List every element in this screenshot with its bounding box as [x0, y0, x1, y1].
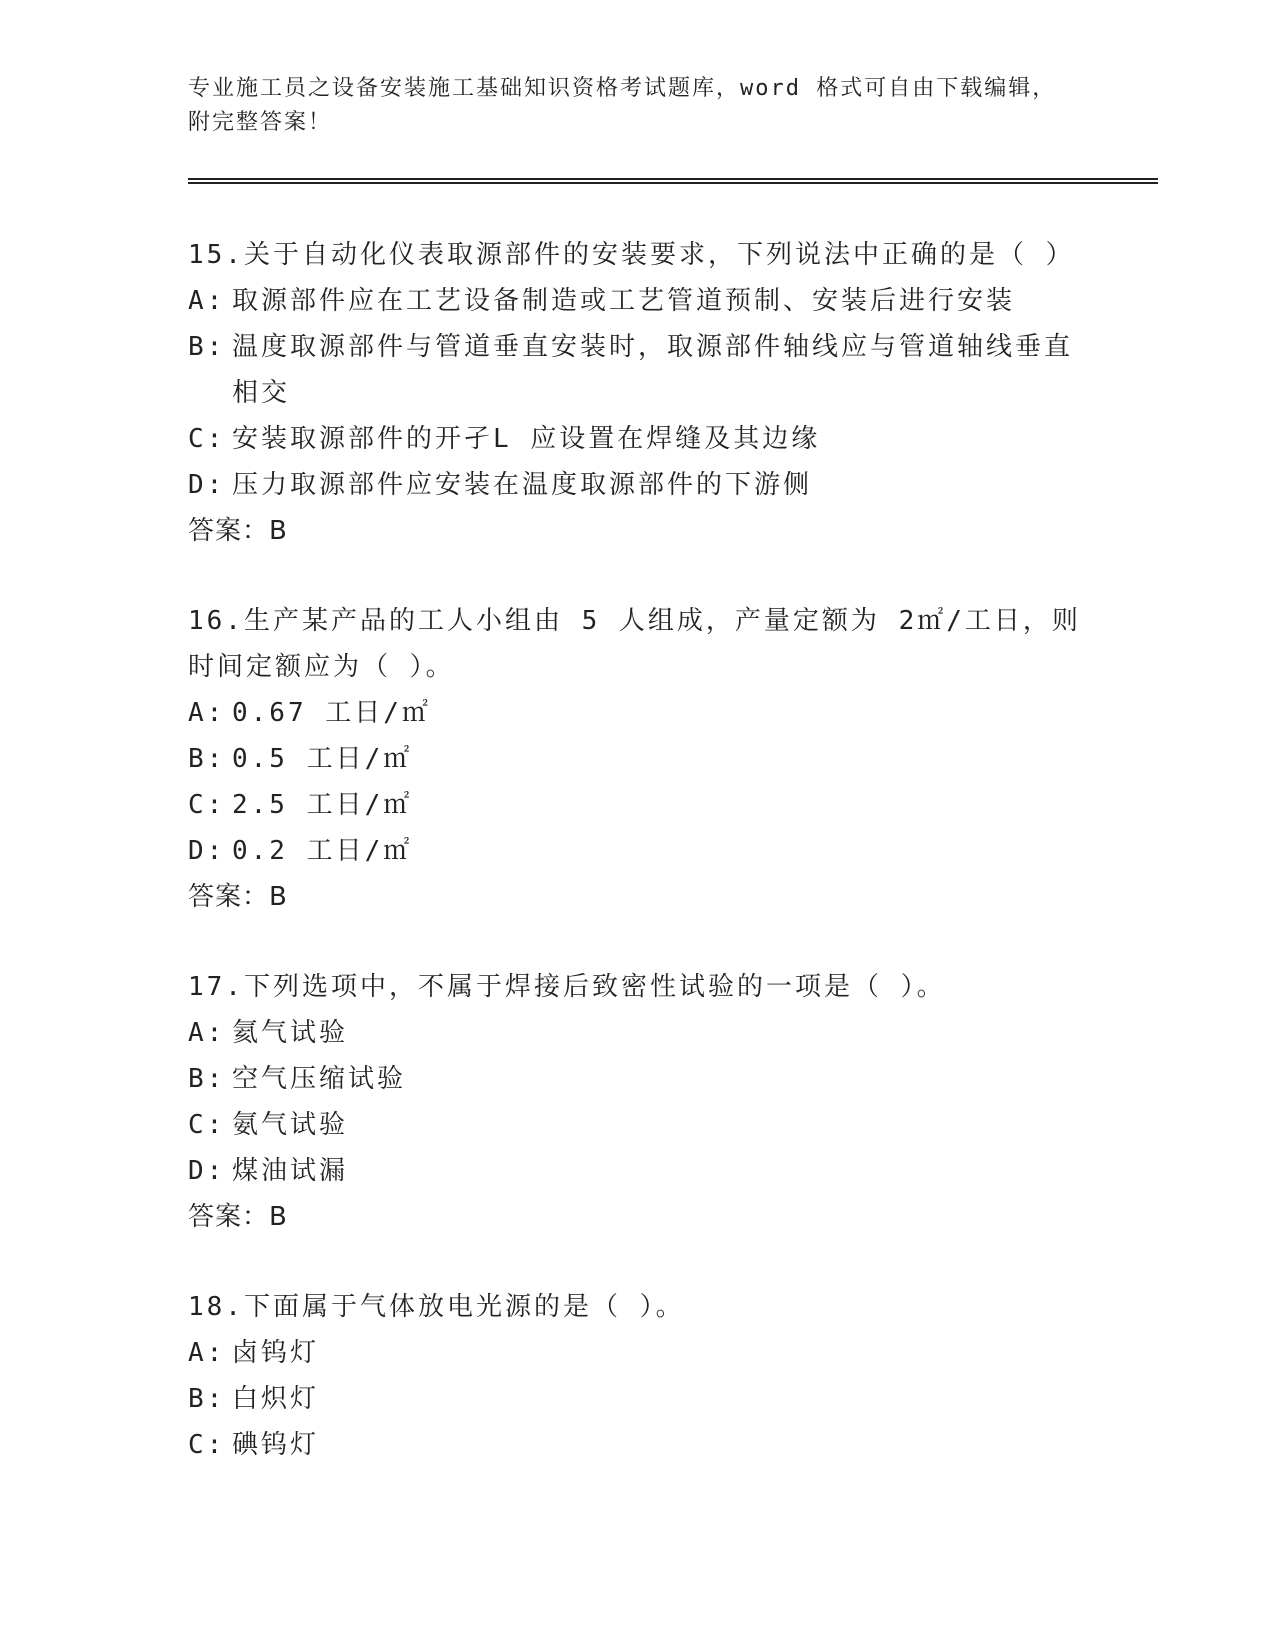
option-b: [188, 324, 1088, 416]
option-a: [188, 690, 1088, 736]
option-text: 氨气试验: [232, 1110, 349, 1140]
option-text: 煤油试漏: [232, 1156, 349, 1186]
question-15: [188, 232, 1088, 554]
option-c: [188, 416, 1088, 462]
answer-line: [188, 1194, 1088, 1240]
option-d: [188, 1148, 1088, 1194]
answer-label: 答案：: [188, 882, 270, 912]
option-letter: A:: [188, 698, 226, 728]
document-header: [188, 72, 1088, 140]
option-text: 压力取源部件应安装在温度取源部件的下游侧: [232, 470, 813, 500]
question-stem: 17.下列选项中，不属于焊接后致密性试验的一项是（ ）。: [188, 972, 946, 1002]
option-text: 卤钨灯: [232, 1338, 320, 1368]
option-text: 0.5 工日/㎡: [232, 744, 413, 774]
option-letter: C:: [188, 1430, 226, 1460]
option-letter: D:: [188, 836, 226, 866]
question-stem: 16.生产某产品的工人小组由 5 人组成，产量定额为 2㎡/工日，则时间定额应为（ ）。: [188, 606, 1081, 682]
option-text: 白炽灯: [232, 1384, 320, 1414]
option-letter: A:: [188, 1018, 226, 1048]
question-18: [188, 1284, 1088, 1468]
answer-value: B: [269, 1202, 288, 1232]
option-letter: D:: [188, 1156, 226, 1186]
option-letter: C:: [188, 1110, 226, 1140]
option-a: [188, 1010, 1088, 1056]
option-text: 0.2 工日/㎡: [232, 836, 413, 866]
option-d: [188, 828, 1088, 874]
option-letter: B:: [188, 1064, 226, 1094]
question-17: [188, 964, 1088, 1240]
option-letter: B:: [188, 1384, 226, 1414]
answer-value: B: [269, 882, 288, 912]
option-b: [188, 1376, 1088, 1422]
option-text: 氦气试验: [232, 1018, 349, 1048]
option-text: 2.5 工日/㎡: [232, 790, 413, 820]
option-letter: A:: [188, 1338, 226, 1368]
option-b: [188, 736, 1088, 782]
option-letter: D:: [188, 470, 226, 500]
option-letter: C:: [188, 424, 226, 454]
option-b: [188, 1056, 1088, 1102]
answer-label: 答案：: [188, 1202, 270, 1232]
option-letter: C:: [188, 790, 226, 820]
option-c: [188, 782, 1088, 828]
header-line-2: 附完整答案！: [188, 110, 333, 135]
answer-value: B: [269, 516, 288, 546]
option-letter: A:: [188, 286, 226, 316]
option-c: [188, 1102, 1088, 1148]
option-text: 温度取源部件与管道垂直安装时，取源部件轴线应与管道轴线垂直相交: [232, 332, 1074, 408]
option-text: 安装取源部件的开孑L 应设置在焊缝及其边缘: [232, 424, 821, 454]
option-letter: B:: [188, 744, 226, 774]
answer-label: 答案：: [188, 516, 270, 546]
answer-line: [188, 508, 1088, 554]
option-text: 0.67 工日/㎡: [232, 698, 431, 728]
question-stem: 18.下面属于气体放电光源的是（ ）。: [188, 1292, 685, 1322]
option-a: [188, 1330, 1088, 1376]
header-double-rule: [188, 178, 1158, 184]
question-list: [188, 232, 1088, 1512]
answer-line: [188, 874, 1088, 920]
option-a: [188, 278, 1088, 324]
option-d: [188, 462, 1088, 508]
option-text: 空气压缩试验: [232, 1064, 407, 1094]
question-16: [188, 598, 1088, 920]
question-stem: 15.关于自动化仪表取源部件的安装要求，下列说法中正确的是（ ）: [188, 240, 1075, 270]
option-text: 取源部件应在工艺设备制造或工艺管道预制、安装后进行安装: [232, 286, 1016, 316]
option-c: [188, 1422, 1088, 1468]
option-text: 碘钨灯: [232, 1430, 320, 1460]
header-line-1: 专业施工员之设备安装施工基础知识资格考试题库，word 格式可自由下载编辑，: [188, 76, 1057, 101]
option-letter: B:: [188, 332, 226, 362]
